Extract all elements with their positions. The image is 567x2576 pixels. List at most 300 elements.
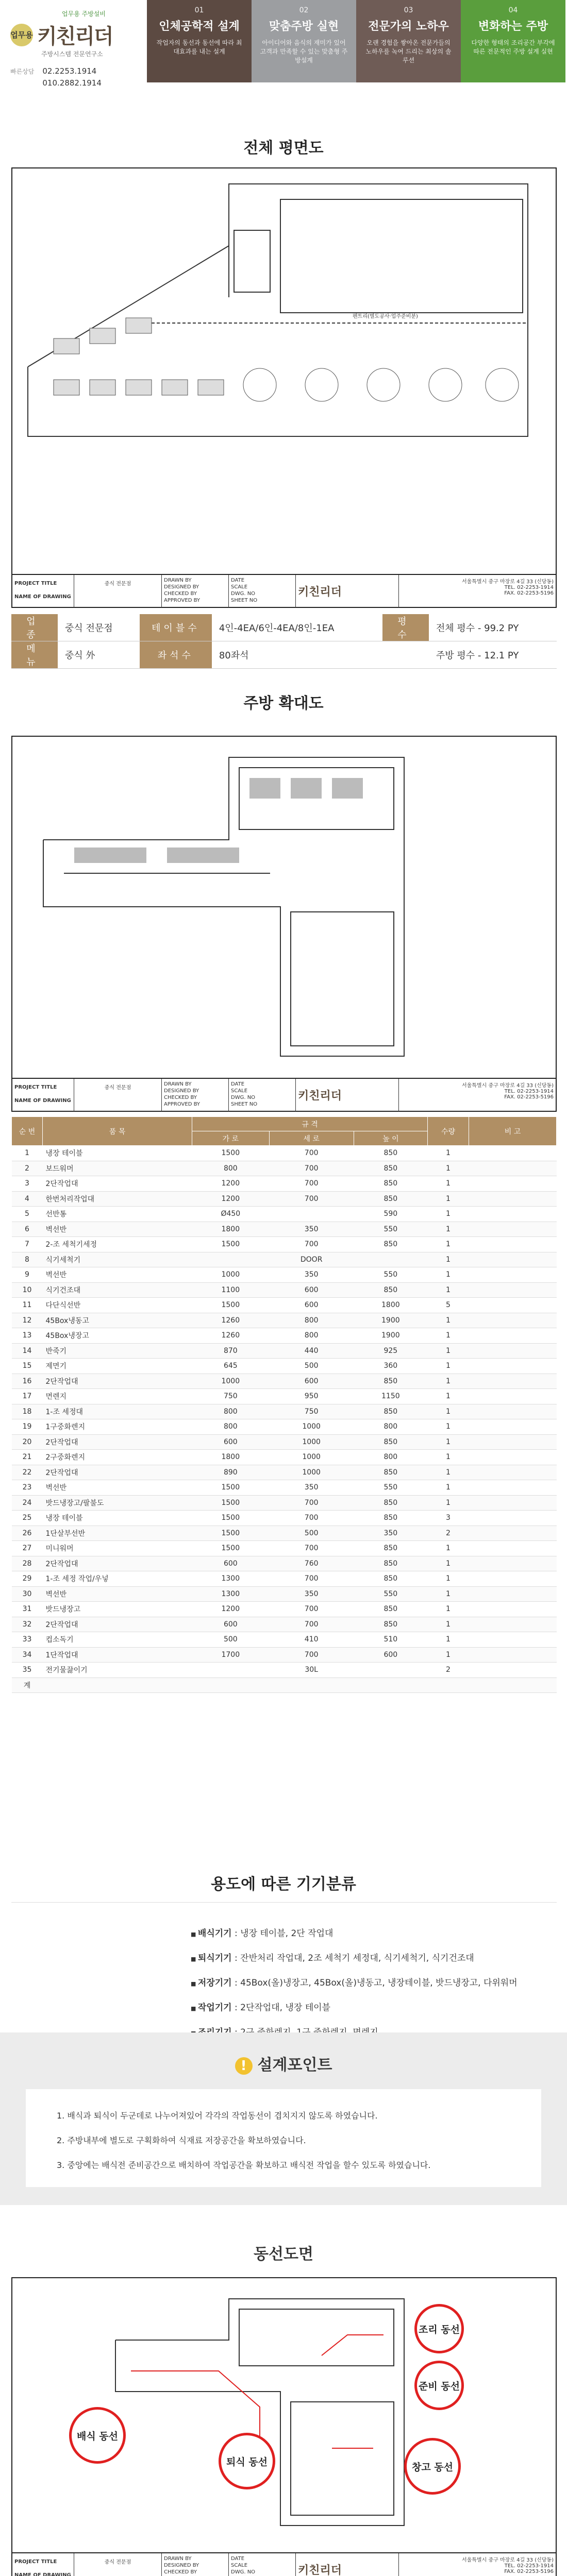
range-block <box>291 778 322 799</box>
cell-name: 다단식선반 <box>43 1298 192 1313</box>
exclamation-icon: ! <box>235 2057 253 2075</box>
tb3-project-title: 중식 전문점 <box>74 2553 162 2576</box>
overall-plan-area <box>12 168 556 575</box>
phone-1[interactable]: 02.2253.1914 <box>42 66 97 76</box>
round-table <box>305 368 338 401</box>
cell-note <box>469 1328 557 1344</box>
cell-name: 식기건조대 <box>43 1282 192 1298</box>
cell-width: 1500 <box>192 1146 270 1161</box>
tb3-meta: DATE SCALE DWG. NO <box>229 2553 296 2576</box>
cell-qty: 1 <box>428 1495 469 1511</box>
tb2-roles: DRAWN BY DESIGNED BY CHECKED BY APPROVED BY <box>162 1079 229 1112</box>
cell-name: 2단작업대 <box>43 1374 192 1389</box>
cell-qty: 1 <box>428 1556 469 1571</box>
cell-width: 1800 <box>192 1450 270 1465</box>
cell-note <box>469 1404 557 1419</box>
cell-name: 45Box냉장고 <box>43 1328 192 1344</box>
info-value-type: 중식 전문점 <box>58 614 140 641</box>
design-point-section <box>0 2032 567 2205</box>
cell-note <box>469 1617 557 1632</box>
table-row <box>12 1419 557 1435</box>
cell-note <box>469 1252 557 1267</box>
cell-depth: 700 <box>269 1495 354 1511</box>
info-key-menu: 메뉴 <box>11 641 58 669</box>
cell-note <box>469 1526 557 1541</box>
range-block <box>332 778 363 799</box>
cell-depth: 1000 <box>269 1434 354 1450</box>
cell-qty: 1 <box>428 1374 469 1389</box>
cell-depth: 600 <box>269 1298 354 1313</box>
cell-width: 600 <box>192 1556 270 1571</box>
title-block-2 <box>12 1079 556 1112</box>
tb2-labels: PROJECT TITLE NAME OF DRAWING <box>12 1079 74 1112</box>
flow-storage <box>291 2402 394 2515</box>
table-block <box>54 380 79 395</box>
table-row <box>12 1541 557 1556</box>
equipment-table-body <box>12 1146 557 1693</box>
cell-qty: 2 <box>428 1526 469 1541</box>
round-table <box>243 368 276 401</box>
cell-qty: 2 <box>428 1663 469 1678</box>
classification-title: 용도에 따른 기기분류 <box>211 1875 356 1893</box>
cell-name: 냉장 테이블 <box>43 1511 192 1526</box>
table-block <box>198 380 224 395</box>
cell-width: 1200 <box>192 1602 270 1617</box>
overall-plan-title: 전체 평면도 <box>243 139 324 157</box>
cell-name: 반죽기 <box>43 1343 192 1359</box>
cell-name: 2단작업대 <box>43 1434 192 1450</box>
cell-width: 1500 <box>192 1495 270 1511</box>
cell-height: 550 <box>354 1267 427 1283</box>
table-row <box>12 1511 557 1526</box>
info-value-kitchen-area: 주방 평수 - 12.1 PY <box>429 641 557 669</box>
cell-note <box>469 1237 557 1252</box>
cell-depth: 700 <box>269 1647 354 1663</box>
table-block <box>90 328 115 344</box>
cell-qty: 1 <box>428 1191 469 1207</box>
table-row <box>12 1571 557 1587</box>
cell-no: 14 <box>12 1343 43 1359</box>
cell-width: 645 <box>192 1359 270 1374</box>
equipment-table <box>11 1116 557 1693</box>
table-row <box>12 1434 557 1450</box>
cell-name: 45Box냉동고 <box>43 1313 192 1328</box>
classification-item: ■ 저장기기 : 45Box(올)냉장고, 45Box(올)냉동고, 냉장테이블, 밧드냉장고, 다위워머 <box>191 1971 552 1996</box>
table-row <box>12 1222 557 1237</box>
cell-depth: 700 <box>269 1191 354 1207</box>
cell-note <box>469 1343 557 1359</box>
cell-note <box>469 1450 557 1465</box>
cell-width: 800 <box>192 1404 270 1419</box>
flow-label-exit: 퇴식 동선 <box>219 2433 275 2489</box>
cell-note <box>469 1586 557 1602</box>
cell-qty: 1 <box>428 1313 469 1328</box>
cell-note <box>469 1191 557 1207</box>
cell-width: 1000 <box>192 1374 270 1389</box>
flow-label-serve: 배식 동선 <box>69 2407 126 2464</box>
cell-no: 13 <box>12 1328 43 1344</box>
cell-empty <box>43 1677 192 1693</box>
cell-depth: 500 <box>269 1359 354 1374</box>
cell-height: 850 <box>354 1404 427 1419</box>
cell-no: 34 <box>12 1647 43 1663</box>
kitchen-outline <box>43 757 404 1056</box>
cell-qty: 1 <box>428 1602 469 1617</box>
table-row <box>12 1176 557 1192</box>
cell-no: 27 <box>12 1541 43 1556</box>
cell-depth: 1000 <box>269 1419 354 1435</box>
cell-depth: 1000 <box>269 1450 354 1465</box>
cell-qty: 1 <box>428 1161 469 1176</box>
cell-no: 21 <box>12 1450 43 1465</box>
classification-item: ■ 퇴식기기 : 잔반처리 작업대, 2조 세척기 세정대, 식기세척기, 식기건조대 <box>191 1946 552 1971</box>
cell-qty: 1 <box>428 1359 469 1374</box>
cell-name: 1구중화렌지 <box>43 1419 192 1435</box>
cell-depth: 700 <box>269 1511 354 1526</box>
table-row <box>12 1343 557 1359</box>
table-row <box>12 1146 557 1161</box>
table-block <box>162 380 188 395</box>
cell-no: 3 <box>12 1176 43 1192</box>
info-key-area: 평수 <box>382 614 429 641</box>
cell-no: 18 <box>12 1404 43 1419</box>
cell-height: 590 <box>354 1207 427 1222</box>
table-row <box>12 1602 557 1617</box>
cell-note <box>469 1465 557 1480</box>
cell-height: 850 <box>354 1146 427 1161</box>
cell-name: 1-조 세정대 <box>43 1404 192 1419</box>
cell-height: 850 <box>354 1176 427 1192</box>
cell-depth: 350 <box>269 1586 354 1602</box>
cell-qty: 1 <box>428 1434 469 1450</box>
contact-label: 빠른상담 <box>10 68 35 75</box>
info-key-type: 업종 <box>11 614 58 641</box>
cell-name: 벽선반 <box>43 1586 192 1602</box>
kitchen-plan-svg <box>12 737 556 1079</box>
feature-4-desc: 다양한 형태의 조리공간 부각에 따른 전문적인 주방 설계 실현 <box>471 39 555 55</box>
cell-height: 850 <box>354 1191 427 1207</box>
cell-height <box>354 1252 427 1267</box>
stair-block <box>234 230 270 292</box>
brand-tagline: 업무용 주방설비 <box>62 10 106 18</box>
cell-empty <box>354 1677 427 1693</box>
cell-note <box>469 1511 557 1526</box>
brand-subtitle: 주방시스템 전문연구소 <box>41 50 103 58</box>
cell-width <box>192 1663 270 1678</box>
cell-no: 35 <box>12 1663 43 1678</box>
cell-depth: 350 <box>269 1480 354 1496</box>
design-point-1: 1. 배식과 퇴식이 두군데로 나누어져있어 각각의 작업동선이 겹치지지 않도록 하였습니다. <box>57 2111 378 2121</box>
cell-name: 제면기 <box>43 1359 192 1374</box>
cell-height: 850 <box>354 1465 427 1480</box>
cell-qty: 3 <box>428 1511 469 1526</box>
tb-roles: DRAWN BY DESIGNED BY CHECKED BY APPROVED BY <box>162 575 229 608</box>
classification-item: ■ 배식기기 : 냉장 테이블, 2단 작업대 <box>191 1922 552 1946</box>
cell-empty <box>469 1677 557 1693</box>
design-point-3: 3. 중앙에는 배식전 준비공간으로 배치하여 작업공간을 확보하고 배식전 작업을 할수 있도록 하였습니다. <box>57 2160 431 2170</box>
brand-badge-icon: 업무용 <box>10 24 33 46</box>
table-block <box>90 380 115 395</box>
cell-depth: 700 <box>269 1541 354 1556</box>
cell-note <box>469 1647 557 1663</box>
cell-name: 벽선반 <box>43 1480 192 1496</box>
phone-2[interactable]: 010.2882.1914 <box>42 78 102 88</box>
cell-width: 1500 <box>192 1511 270 1526</box>
feature-3-desc: 오랜 경험을 쌓아온 전문가들의 노하우를 녹여 드리는 최상의 솔루션 <box>365 39 452 64</box>
cell-no: 1 <box>12 1146 43 1161</box>
feature-2-num: 02 <box>299 6 309 14</box>
cell-width: 1260 <box>192 1313 270 1328</box>
cell-note <box>469 1222 557 1237</box>
cell-width: 800 <box>192 1161 270 1176</box>
cell-height: 1900 <box>354 1313 427 1328</box>
cell-width: 1260 <box>192 1328 270 1344</box>
cell-depth: DOOR <box>269 1252 354 1267</box>
cell-note <box>469 1161 557 1176</box>
kitchen-plan-drawing <box>11 736 557 1112</box>
cell-no: 32 <box>12 1617 43 1632</box>
cell-depth: 800 <box>269 1313 354 1328</box>
cell-depth: 350 <box>269 1267 354 1283</box>
cell-no: 31 <box>12 1602 43 1617</box>
tb-address: 서울특별시 중구 마장로 4길 33 (신당동) TEL. 02-2253-1914 FAX. 02-2253-5196 <box>461 579 554 596</box>
tb-project-title: 중식 전문점 <box>74 575 162 608</box>
cell-empty <box>269 1677 354 1693</box>
cell-depth: 700 <box>269 1176 354 1192</box>
table-row <box>12 1267 557 1283</box>
cell-height: 850 <box>354 1556 427 1571</box>
cell-note <box>469 1632 557 1648</box>
cell-width: 1300 <box>192 1586 270 1602</box>
cell-name: 냉장 테이블 <box>43 1146 192 1161</box>
contact-block <box>10 65 137 89</box>
cell-total-label: 계 <box>12 1677 43 1693</box>
cell-note <box>469 1267 557 1283</box>
cell-note <box>469 1571 557 1587</box>
cell-no: 30 <box>12 1586 43 1602</box>
table-row <box>12 1252 557 1267</box>
cell-depth: 750 <box>269 1404 354 1419</box>
info-key-tables: 테이블수 <box>140 614 212 641</box>
cell-depth: 700 <box>269 1237 354 1252</box>
tb3-address: 서울특별시 중구 마장로 4길 33 (신당동) TEL. 02-2253-1914 FAX. 02-2253-5196 <box>461 2557 554 2574</box>
cell-note <box>469 1282 557 1298</box>
design-point-2: 2. 주방내부에 별도로 구획화하여 식재료 저장공간을 확보하였습니다. <box>57 2136 306 2145</box>
cell-height: 800 <box>354 1450 427 1465</box>
cell-depth: 500 <box>269 1526 354 1541</box>
cell-height: 850 <box>354 1511 427 1526</box>
cell-note <box>469 1480 557 1496</box>
cell-qty: 1 <box>428 1252 469 1267</box>
tb2-meta: DATE SCALE DWG. NO SHEET NO <box>229 1079 296 1112</box>
col-spec: 규 격 <box>192 1117 428 1131</box>
cell-name: 선반통 <box>43 1207 192 1222</box>
col-qty: 수량 <box>428 1117 469 1146</box>
table-row <box>12 1389 557 1404</box>
cell-name: 2단작업대 <box>43 1556 192 1571</box>
cell-name: 2구중화렌지 <box>43 1450 192 1465</box>
table-row <box>12 1374 557 1389</box>
info-value-area: 전체 평수 - 99.2 PY <box>429 614 557 641</box>
cell-qty: 1 <box>428 1282 469 1298</box>
cell-note <box>469 1419 557 1435</box>
tb-meta: DATE SCALE DWG. NO SHEET NO <box>229 575 296 608</box>
tb2-project-title: 중식 전문점 <box>74 1079 162 1112</box>
col-width: 가 로 <box>192 1131 270 1146</box>
cell-width: 1500 <box>192 1237 270 1252</box>
col-depth: 세 로 <box>269 1131 354 1146</box>
cell-depth: 760 <box>269 1556 354 1571</box>
cell-empty <box>192 1677 270 1693</box>
cell-width: 870 <box>192 1343 270 1359</box>
cell-no: 29 <box>12 1571 43 1587</box>
cell-qty: 1 <box>428 1541 469 1556</box>
cell-note <box>469 1541 557 1556</box>
table-row <box>12 1556 557 1571</box>
feature-1-title: 인체공학적 설계 <box>159 20 240 33</box>
range-block <box>249 778 280 799</box>
tb-labels <box>12 575 74 608</box>
cell-depth: 410 <box>269 1632 354 1648</box>
cell-qty: 1 <box>428 1632 469 1648</box>
floorplan-outline <box>28 184 528 436</box>
cell-qty: 1 <box>428 1450 469 1465</box>
cell-height: 850 <box>354 1602 427 1617</box>
col-no: 순 번 <box>12 1117 43 1146</box>
cell-depth: 1000 <box>269 1465 354 1480</box>
table-row <box>12 1404 557 1419</box>
cell-qty: 1 <box>428 1586 469 1602</box>
title-block-3 <box>12 2553 556 2576</box>
flow-label-cook: 조리 동선 <box>414 2304 464 2353</box>
info-value-tables: 4인-4EA/6인-4EA/8인-1EA <box>212 614 382 641</box>
cell-height: 850 <box>354 1282 427 1298</box>
table-row <box>12 1450 557 1465</box>
cell-no: 24 <box>12 1495 43 1511</box>
cell-note <box>469 1146 557 1161</box>
cell-note <box>469 1176 557 1192</box>
cell-no: 19 <box>12 1419 43 1435</box>
cell-width: 1700 <box>192 1647 270 1663</box>
cell-note <box>469 1359 557 1374</box>
cell-width: 1500 <box>192 1541 270 1556</box>
cell-depth: 440 <box>269 1343 354 1359</box>
cell-empty <box>428 1677 469 1693</box>
flow-cooking-line <box>239 2309 394 2366</box>
flow-label-prep: 준비 동선 <box>414 2361 464 2410</box>
table-row <box>12 1647 557 1663</box>
cell-name: 면렌지 <box>43 1389 192 1404</box>
table-row <box>12 1465 557 1480</box>
classification-list <box>191 1922 552 2045</box>
cell-note <box>469 1207 557 1222</box>
info-value-seats: 80좌석 <box>212 641 382 669</box>
cell-qty: 5 <box>428 1298 469 1313</box>
table-row <box>12 1237 557 1252</box>
cell-width: 1500 <box>192 1480 270 1496</box>
cell-no: 22 <box>12 1465 43 1480</box>
tb2-logo: 키친리더 <box>296 1079 399 1112</box>
cell-depth: 700 <box>269 1617 354 1632</box>
cell-width: 800 <box>192 1419 270 1435</box>
cell-note <box>469 1556 557 1571</box>
feature-2 <box>252 0 356 82</box>
table-row <box>12 1359 557 1374</box>
flow-path-cook <box>322 2335 383 2355</box>
cell-qty: 1 <box>428 1146 469 1161</box>
cell-no: 9 <box>12 1267 43 1283</box>
feature-4-title: 변화하는 주방 <box>478 20 548 33</box>
title-block-1 <box>12 575 556 608</box>
tb3-roles: DRAWN BY DESIGNED BY CHECKED BY <box>162 2553 229 2576</box>
store-info-table <box>11 614 557 669</box>
counter-block <box>167 848 239 863</box>
cell-name: 한번처리작업대 <box>43 1191 192 1207</box>
kitchen-plan-area <box>12 737 556 1079</box>
cell-no: 25 <box>12 1511 43 1526</box>
pantry-annotation: 펜트리(별도공사·업주준비분) <box>353 314 418 319</box>
tb-project-label: PROJECT TITLE <box>14 581 57 586</box>
cell-no: 5 <box>12 1207 43 1222</box>
flow-area <box>12 2278 556 2553</box>
cell-width: 1500 <box>192 1298 270 1313</box>
overall-floorplan-svg <box>12 168 556 575</box>
table-row <box>12 1191 557 1207</box>
cell-height: 850 <box>354 1374 427 1389</box>
tb2-address: 서울특별시 중구 마장로 4길 33 (신당동) TEL. 02-2253-1914 FAX. 02-2253-5196 <box>461 1083 554 1100</box>
table-row <box>12 1495 557 1511</box>
brand-logo[interactable]: 키친리더 <box>37 25 113 48</box>
cell-no: 2 <box>12 1161 43 1176</box>
cell-no: 7 <box>12 1237 43 1252</box>
cell-height: 1800 <box>354 1298 427 1313</box>
cell-height: 600 <box>354 1647 427 1663</box>
tb-logo: 키친리더 <box>296 575 399 608</box>
cell-qty: 1 <box>428 1404 469 1419</box>
cell-depth: 350 <box>269 1222 354 1237</box>
col-height: 높 이 <box>354 1131 427 1146</box>
tb3-logo: 키친리더 <box>296 2553 399 2576</box>
cell-qty: 1 <box>428 1267 469 1283</box>
table-block <box>126 380 152 395</box>
cell-depth: 600 <box>269 1374 354 1389</box>
cell-qty: 1 <box>428 1207 469 1222</box>
table-row <box>12 1632 557 1648</box>
design-point-title: 설계포인트 <box>257 2056 332 2074</box>
cell-width: 1200 <box>192 1191 270 1207</box>
classification-divider <box>11 1902 557 1903</box>
info-key-seats: 좌석수 <box>140 641 212 669</box>
cell-note <box>469 1495 557 1511</box>
cell-no: 4 <box>12 1191 43 1207</box>
cell-height: 550 <box>354 1222 427 1237</box>
cell-height: 1900 <box>354 1328 427 1344</box>
cell-note <box>469 1602 557 1617</box>
feature-4 <box>461 0 565 82</box>
cell-height: 510 <box>354 1632 427 1648</box>
cell-width: 1500 <box>192 1526 270 1541</box>
table-row <box>12 1526 557 1541</box>
flow-title: 동선도면 <box>254 2245 313 2263</box>
cell-height: 850 <box>354 1434 427 1450</box>
table-row <box>12 1663 557 1678</box>
feature-1 <box>147 0 252 82</box>
cell-depth: 800 <box>269 1328 354 1344</box>
cell-note <box>469 1663 557 1678</box>
kitchen-plan-title: 주방 확대도 <box>243 694 324 713</box>
table-total-row <box>12 1677 557 1693</box>
cell-no: 23 <box>12 1480 43 1496</box>
